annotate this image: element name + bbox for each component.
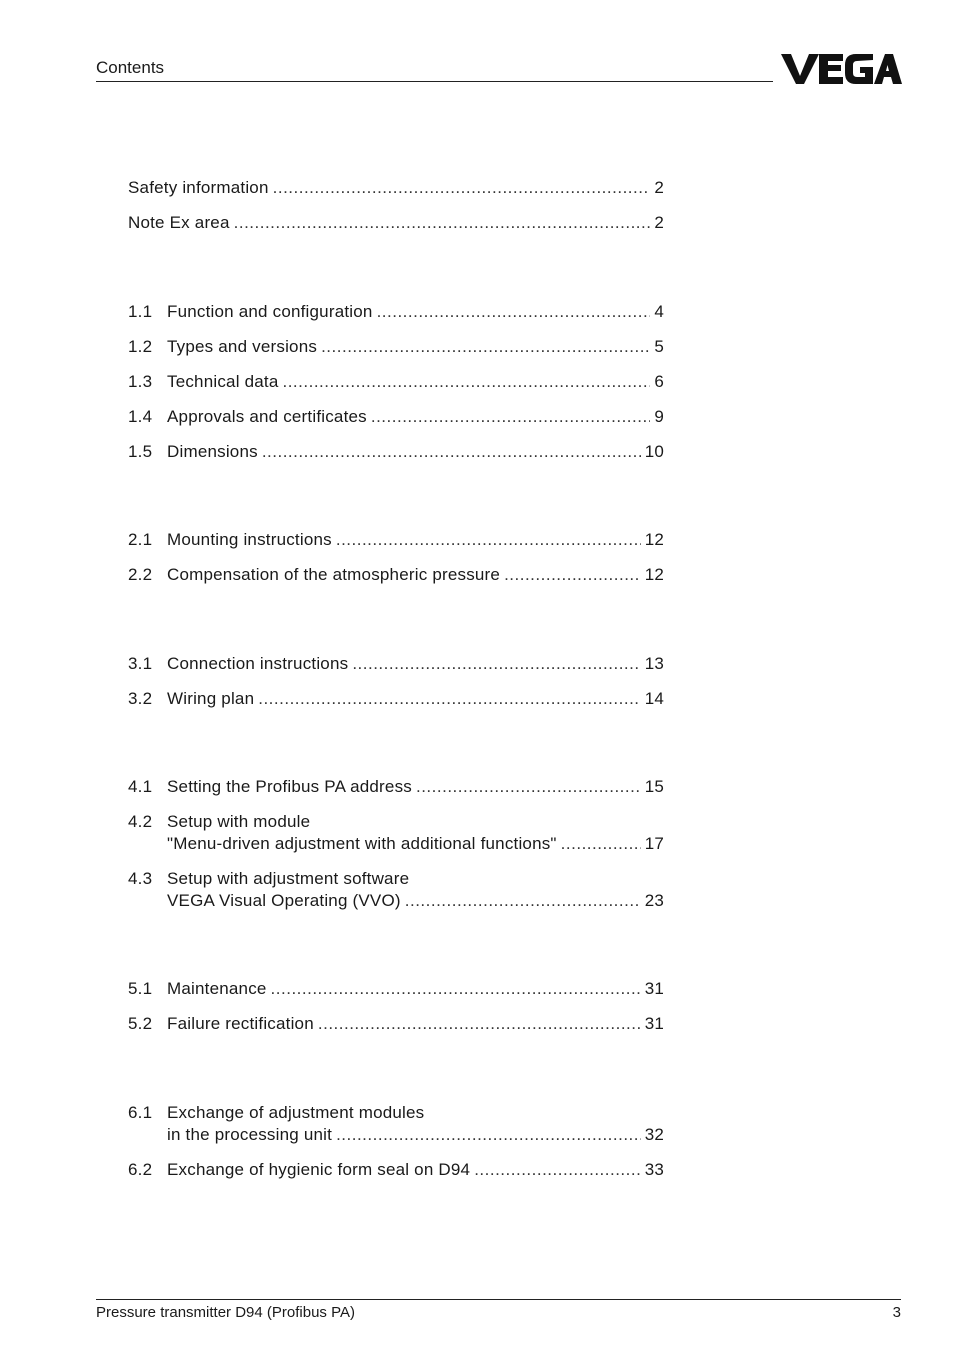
toc-entry-page: 13 — [644, 654, 664, 673]
toc-entry-page: 17 — [644, 834, 664, 853]
toc-entry-page: 14 — [644, 689, 664, 708]
dot-leader — [377, 301, 651, 323]
dot-leader — [273, 177, 651, 199]
footer-page-number: 3 — [892, 1304, 901, 1321]
toc-entry-page: 23 — [644, 891, 664, 910]
page-header-title: Contents — [96, 58, 165, 77]
toc-entry-title: Maintenance — [167, 979, 267, 998]
toc-entry-number: 1.1 — [128, 302, 153, 321]
dot-leader — [234, 212, 651, 234]
toc-entry-page: 31 — [644, 1014, 664, 1033]
dot-leader — [318, 1013, 641, 1035]
toc-entry-page: 6 — [654, 372, 664, 391]
toc-entry-title: Technical data — [167, 372, 279, 391]
toc-entry-title: Exchange of hygienic form seal on D94 — [167, 1160, 471, 1179]
dot-leader — [371, 406, 650, 428]
dot-leader — [561, 833, 641, 855]
toc-entry-title: Failure rectification — [167, 1014, 314, 1033]
toc-entry-title: in the processing unit — [167, 1125, 333, 1144]
toc-entry-page: 2 — [654, 178, 664, 197]
toc-entry-number: 1.5 — [128, 442, 153, 461]
toc-entry-page: 2 — [654, 213, 664, 232]
toc-entry-title-line1: Setup with module — [167, 812, 311, 831]
toc-entry-number: 3.2 — [128, 689, 153, 708]
toc-entry-page: 12 — [644, 530, 664, 549]
toc-entry-page: 10 — [644, 442, 664, 461]
dot-leader — [336, 1124, 641, 1146]
toc-entry-page: 12 — [644, 565, 664, 584]
toc-entry-title: Compensation of the atmospheric pressure — [167, 565, 501, 584]
dot-leader — [271, 978, 641, 1000]
toc-entry-title: Wiring plan — [167, 689, 255, 708]
toc-entry-number: 4.2 — [128, 812, 153, 831]
toc-entry-number: 6.1 — [128, 1103, 153, 1122]
toc-entry-title: Types and versions — [167, 337, 318, 356]
toc-entry-number: 3.1 — [128, 654, 153, 673]
toc-entry-number: 1.4 — [128, 407, 153, 426]
toc-entry-number: 5.1 — [128, 979, 153, 998]
toc-entry-page: 15 — [644, 777, 664, 796]
toc-entry-page: 5 — [654, 337, 664, 356]
toc-entry-title: VEGA Visual Operating (VVO) — [167, 891, 401, 910]
dot-leader — [352, 653, 640, 675]
header-rule — [96, 81, 773, 82]
toc-entry-number: 1.2 — [128, 337, 153, 356]
dot-leader — [321, 336, 650, 358]
toc-entry-title: Mounting instructions — [167, 530, 332, 549]
toc-entry-number: 5.2 — [128, 1014, 153, 1033]
dot-leader — [504, 564, 641, 586]
toc-entry-page: 32 — [644, 1125, 664, 1144]
toc-entry-number: 4.3 — [128, 869, 153, 888]
toc-entry-title: Approvals and certificates — [167, 407, 367, 426]
dot-leader — [282, 371, 650, 393]
toc-entry-title: Note Ex area — [128, 213, 230, 232]
toc-entry-title: Setting the Profibus PA address — [167, 777, 412, 796]
toc-entry-number: 6.2 — [128, 1160, 153, 1179]
toc-entry-page: 31 — [644, 979, 664, 998]
toc-entry-number: 2.2 — [128, 565, 153, 584]
dot-leader — [262, 441, 641, 463]
toc-entry-number: 4.1 — [128, 777, 153, 796]
toc-entry-page: 33 — [644, 1160, 664, 1179]
dot-leader — [416, 776, 641, 798]
vega-logo — [781, 50, 902, 86]
toc-entry-title: Connection instructions — [167, 654, 349, 673]
footer-rule — [96, 1299, 901, 1300]
dot-leader — [474, 1159, 641, 1181]
toc-entry-page: 4 — [654, 302, 664, 321]
toc-entry-number: 2.1 — [128, 530, 153, 549]
dot-leader — [258, 688, 640, 710]
dot-leader — [336, 529, 641, 551]
toc-entry-title: Dimensions — [167, 442, 258, 461]
toc-entry-page: 9 — [654, 407, 664, 426]
toc-entry-title-line1: Exchange of adjustment modules — [167, 1103, 425, 1122]
toc-entry-number: 1.3 — [128, 372, 153, 391]
footer-document-title: Pressure transmitter D94 (Profibus PA) — [96, 1304, 355, 1321]
toc-entry-title: Safety information — [128, 178, 269, 197]
dot-leader — [405, 890, 641, 912]
toc-entry-title-line1: Setup with adjustment software — [167, 869, 410, 888]
toc-entry-title: Function and configuration — [167, 302, 373, 321]
toc-entry-title: "Menu-driven adjustment with additional functions" — [167, 834, 557, 853]
